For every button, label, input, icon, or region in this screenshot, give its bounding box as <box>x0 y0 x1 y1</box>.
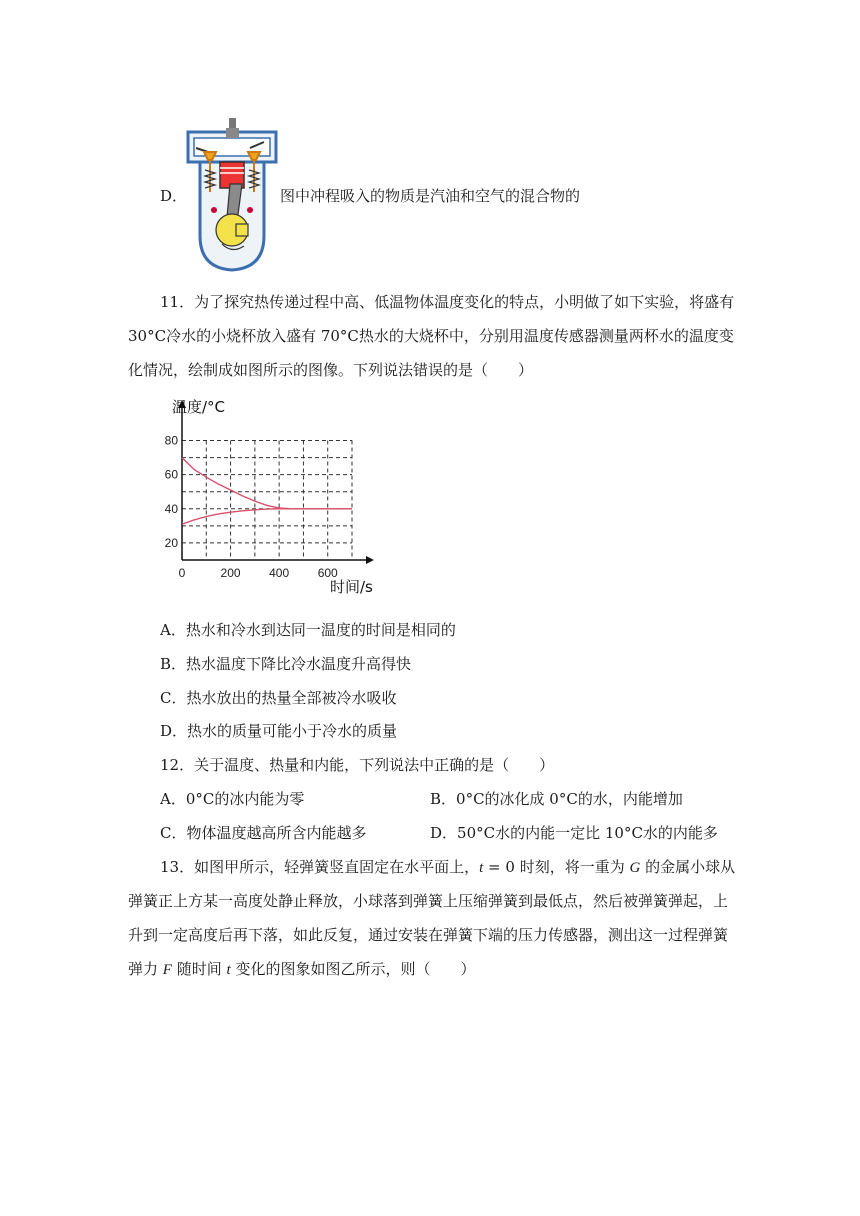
q10-option-d-text: 图中冲程吸入的物质是汽油和空气的混合物的 <box>280 187 581 205</box>
q13-var-g: G <box>629 860 641 876</box>
x-tick-label: 200 <box>220 566 241 580</box>
q12-stem: 12．关于温度、热量和内能，下列说法中正确的是（ ） <box>160 756 555 774</box>
q12-option-b: B．0°C的冰化成 0°C的水，内能增加 <box>430 790 683 808</box>
chart-axes <box>178 400 374 564</box>
q11-stem-line-2: 30°C冷水的小烧杯放入盛有 70°C热水的大烧杯中，分别用温度传感器测量两杯水的温度变 <box>128 327 734 345</box>
q13-var-t2: t <box>226 962 231 978</box>
q13-eq: = 0 <box>483 858 520 876</box>
q11-stem-line-1: 11．为了探究热传递过程中高、低温物体温度变化的特点，小明做了如下实验，将盛有 <box>160 293 735 311</box>
y-tick-label: 40 <box>164 501 178 516</box>
q13-stem-line-3: 升到一定高度后再下落，如此反复，通过安装在弹簧下端的压力传感器，测出这一过程弹簧 <box>128 926 729 944</box>
q13-line1-b: 时刻，将一重为 <box>519 858 630 876</box>
q11-option-b: B．热水温度下降比冷水温度升高得快 <box>160 655 412 673</box>
q13-line1-c: 的金属小球从 <box>640 858 736 876</box>
chart-series <box>182 458 352 525</box>
x-axis-arrow <box>366 556 374 564</box>
y-tick-label: 20 <box>164 535 178 550</box>
q13-var-t: t <box>479 860 484 876</box>
y-tick-label: 60 <box>164 467 178 482</box>
q11-option-d: D．热水的质量可能小于冷水的质量 <box>160 722 398 740</box>
q13-line4-c: 变化的图象如图乙所示，则（ ） <box>230 960 476 978</box>
x-tick-label: 0 <box>178 566 186 580</box>
x-tick-label: 400 <box>269 566 290 580</box>
x-tick-label: 600 <box>317 566 338 580</box>
q12-option-d: D．50°C水的内能一定比 10°C水的内能多 <box>430 824 718 842</box>
q11-stem-line-3: 化情况，绘制成如图所示的图像。下列说法错误的是（ ） <box>128 361 534 379</box>
series-line-2 <box>182 509 352 524</box>
chart-ticks <box>165 434 338 580</box>
q13-stem-line-1 <box>160 857 735 878</box>
q13-line4-a: 弹力 <box>128 960 163 978</box>
q13-var-f: F <box>162 962 172 978</box>
q12-option-c: C．物体温度越高所含内能越多 <box>160 824 367 842</box>
series-line-1 <box>182 458 352 509</box>
q13-stem-line-4 <box>128 959 475 980</box>
y-axis-title: 温度/°C <box>172 398 226 416</box>
q10-option-d-label: D． <box>160 187 188 205</box>
q13-line4-b: 随时间 <box>171 960 227 978</box>
engine-intake-stroke-figure <box>186 118 278 274</box>
q11-option-c: C．热水放出的热量全部被冷水吸收 <box>160 689 397 707</box>
y-tick-label: 80 <box>164 433 178 448</box>
q13-stem-line-2: 弹簧正上方某一高度处静止释放，小球落到弹簧上压缩弹簧到最低点，然后被弹簧弹起，上 <box>128 892 729 910</box>
chart-grid <box>182 441 352 560</box>
temperature-time-chart <box>158 392 378 604</box>
q12-option-a: A．0°C的冰内能为零 <box>160 790 305 808</box>
q13-line1-a: 13．如图甲所示，轻弹簧竖直固定在水平面上， <box>160 858 480 876</box>
q11-option-a: A．热水和冷水到达同一温度的时间是相同的 <box>160 621 456 639</box>
x-axis-title: 时间/s <box>330 578 373 596</box>
